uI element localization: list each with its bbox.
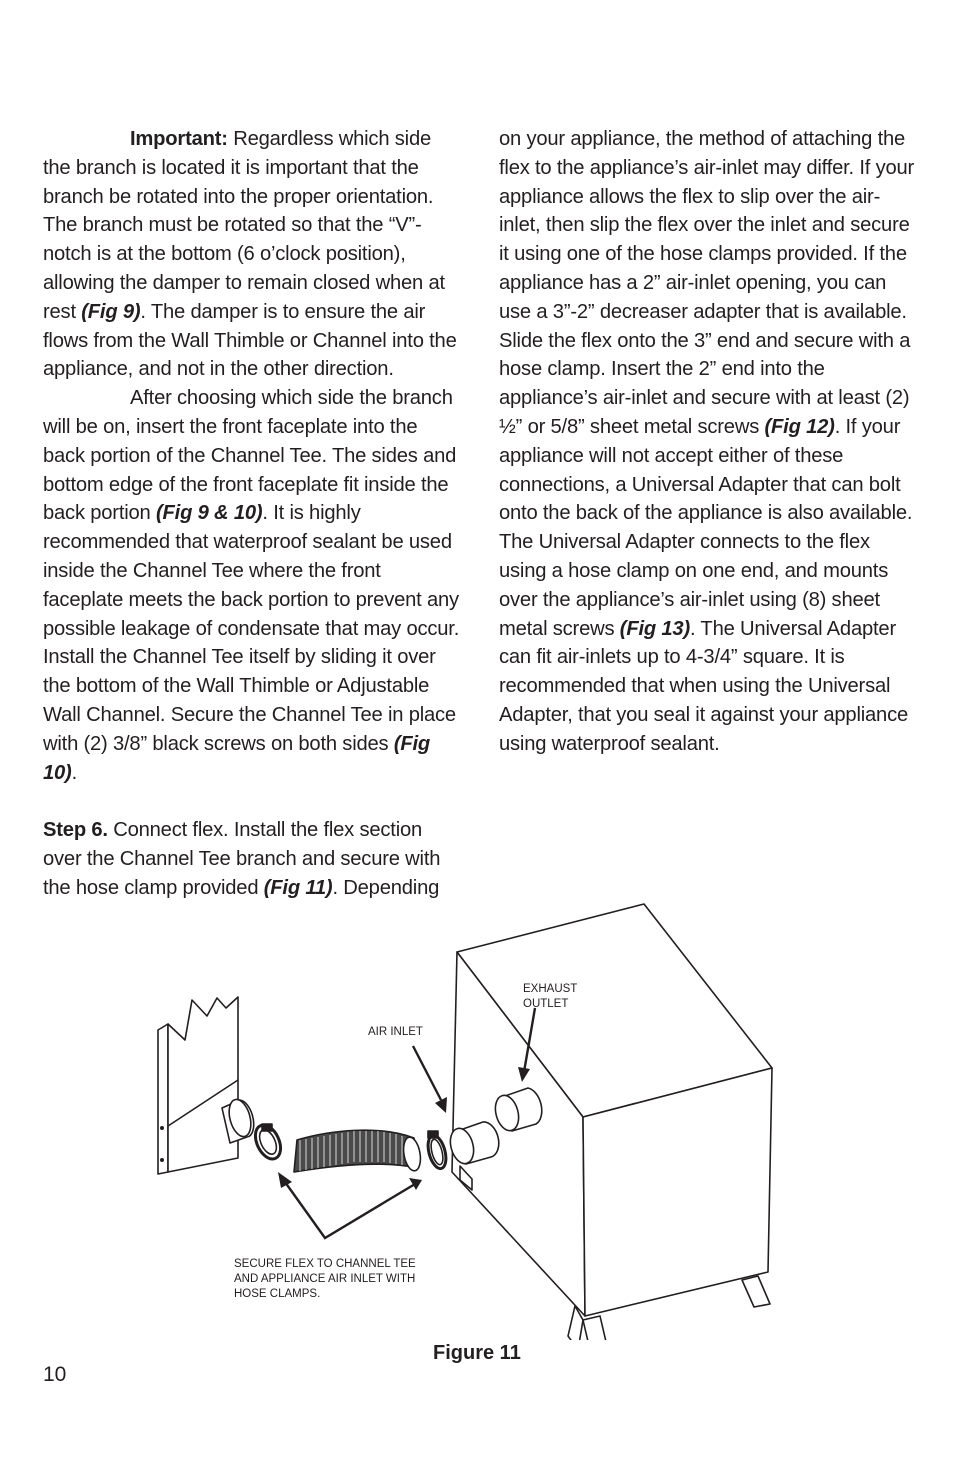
- appliance-hose-clamp: [425, 1131, 449, 1170]
- fig-12-reference: (Fig 12): [764, 415, 835, 438]
- fig-9-reference: (Fig 9): [81, 300, 141, 323]
- paragraph-important: Important: Regardless which side the branch is located it is important that the branch be rotated into the proper orientation. The branch must be rotated so that the “V”-notch is at the bottom (6 o’clock position), allowing the damper to remain closed when at rest (Fig 9). The damper is to ensure the air flows from the Wall Thimble or Channel into the appliance, and not in the other direction.: [43, 128, 457, 381]
- fig-13-reference: (Fig 13): [619, 617, 690, 640]
- secure-flex-label: SECURE FLEX TO CHANNEL TEE AND APPLIANCE AIR INLET WITH HOSE CLAMPS.: [234, 1258, 416, 1300]
- left-text-column: [43, 125, 463, 903]
- tee-hose-clamp: [250, 1121, 285, 1163]
- right-text-column: [499, 125, 919, 759]
- fig-11-reference: (Fig 11): [263, 876, 333, 899]
- flex-hose: [294, 1130, 423, 1172]
- step-6-label: Step 6.: [43, 819, 108, 842]
- paragraph-attaching-flex: on your appliance, the method of attaching the flex to the appliance’s air-inlet may differ. If your appliance allows the flex to slip over the air-inlet, then slip the flex over the inlet and secure it using one of the hose clamps provided. If the appliance has a 2” air-inlet opening, you can use a 3”-2” decreaser adapter that is available. Slide the flex onto the 3” end and secure with a hose clamp. Insert the 2” end into the appliance’s air-inlet and secure with at least (2) ½” or 5/8” sheet metal screws (Fig 12). If your appliance will not accept either of these connections, a Universal Adapter that can bolt onto the back of the appliance is also available. The Universal Adapter connects to the flex using a hose clamp on one end, and mounts over the appliance’s air-inlet using (8) sheet metal screws (Fig 13). The Universal Adapter can fit air-inlets up to 4-3/4” square. It is recommended that when using the Universal Adapter, that you seal it against your appliance using waterproof sealant.: [499, 128, 915, 755]
- paragraph-faceplate: After choosing which side the branch will be on, insert the front faceplate into the back portion of the Channel Tee. The sides and bottom edge of the front faceplate fit inside the back portion (Fig 9 & 10). It is highly recommended that waterproof sealant be used inside the Channel Tee where the front faceplate meets the back portion to prevent any possible leakage of condensate that may occur. Install the Channel Tee itself by sliding it over the bottom of the Wall Thimble or Adjustable Wall Channel. Secure the Channel Tee in place with (2) 3/8” black screws on both sides (Fig 10).: [43, 387, 460, 784]
- exhaust-outlet-label: EXHAUST OUTLET: [523, 983, 578, 1010]
- figure-caption: Figure 11: [433, 1342, 521, 1364]
- channel-tee: [158, 997, 255, 1174]
- fig-9-10-reference: (Fig 9 & 10): [156, 502, 263, 525]
- air-inlet-label: AIR INLET: [368, 1026, 423, 1038]
- figure-11-illustration: [150, 900, 790, 1340]
- important-label: Important:: [130, 128, 228, 150]
- page-number: 10: [43, 1363, 67, 1386]
- fig-10-reference: (Fig 10): [43, 732, 431, 784]
- paragraph-step-6: Step 6. Connect flex. Install the flex section over the Channel Tee branch and secure with the hose clamp provided (Fig 11). Depending: [43, 819, 441, 899]
